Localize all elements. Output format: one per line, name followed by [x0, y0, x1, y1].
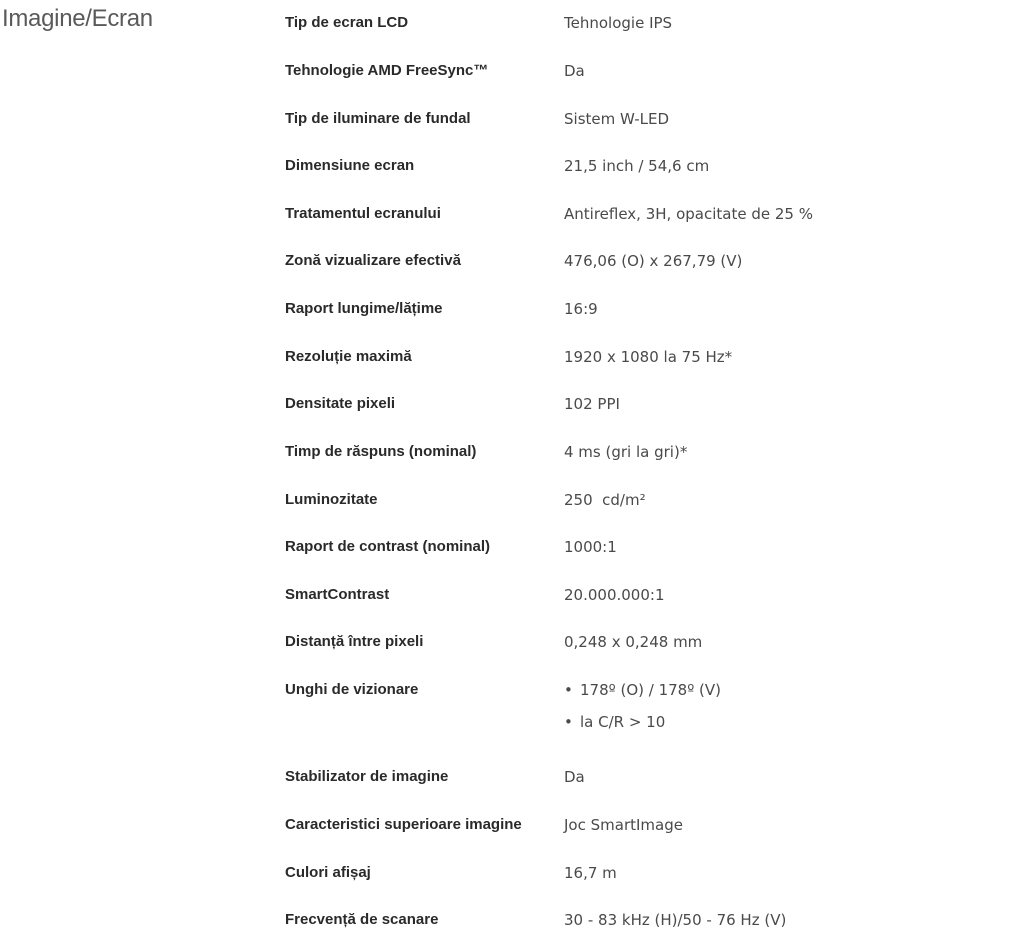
- spec-value: 0,248 x 0,248 mm: [564, 633, 703, 651]
- list-item-text: la C/R > 10: [580, 713, 666, 731]
- spec-value: 102 PPI: [564, 395, 620, 413]
- list-item-text: 178º (O) / 178º (V): [580, 681, 721, 699]
- spec-value: Joc SmartImage: [564, 816, 683, 834]
- spec-label: Timp de răspuns (nominal): [285, 443, 477, 460]
- spec-value: 21,5 inch / 54,6 cm: [564, 157, 710, 175]
- spec-label: Culori afișaj: [285, 864, 371, 881]
- spec-label: Luminozitate: [285, 491, 378, 508]
- spec-label: Stabilizator de imagine: [285, 768, 449, 785]
- bullet-icon: •: [564, 713, 573, 731]
- spec-value: 1000:1: [564, 538, 617, 556]
- spec-value: 4 ms (gri la gri)*: [564, 443, 688, 461]
- list-item: [564, 713, 721, 745]
- spec-label: Dimensiune ecran: [285, 157, 415, 174]
- spec-label: Raport de contrast (nominal): [285, 538, 491, 555]
- spec-value-list: [564, 681, 721, 745]
- spec-value: 16:9: [564, 300, 598, 318]
- spec-value: 476,06 (O) x 267,79 (V): [564, 252, 743, 270]
- spec-label: Rezoluție maximă: [285, 348, 412, 365]
- spec-label: Tehnologie AMD FreeSync™: [285, 62, 489, 79]
- spec-value: 30 - 83 kHz (H)/50 - 76 Hz (V): [564, 911, 787, 929]
- section-title: Imagine/Ecran: [2, 5, 153, 32]
- spec-label: Frecvență de scanare: [285, 911, 439, 928]
- spec-label: Tip de iluminare de fundal: [285, 110, 471, 127]
- list-item: [564, 681, 721, 713]
- spec-label: Raport lungime/lățime: [285, 300, 443, 317]
- spec-label: Densitate pixeli: [285, 395, 396, 412]
- spec-value: Sistem W-LED: [564, 110, 670, 128]
- spec-label: SmartContrast: [285, 586, 390, 603]
- spec-value: Da: [564, 768, 585, 786]
- bullet-icon: •: [564, 681, 573, 699]
- spec-value: 20.000.000:1: [564, 586, 665, 604]
- spec-value: Da: [564, 62, 585, 80]
- spec-label: Zonă vizualizare efectivă: [285, 252, 461, 269]
- spec-label: Caracteristici superioare imagine: [285, 816, 522, 833]
- spec-value: 250 cd/m²: [564, 491, 646, 509]
- spec-label: Tratamentul ecranului: [285, 205, 441, 222]
- spec-value: Tehnologie IPS: [564, 14, 673, 32]
- spec-value: 1920 x 1080 la 75 Hz*: [564, 348, 733, 366]
- spec-label: Unghi de vizionare: [285, 681, 419, 698]
- spec-label: Tip de ecran LCD: [285, 14, 409, 31]
- spec-value: Antireflex, 3H, opacitate de 25 %: [564, 205, 813, 223]
- spec-value: 16,7 m: [564, 864, 617, 882]
- spec-label: Distanță între pixeli: [285, 633, 424, 650]
